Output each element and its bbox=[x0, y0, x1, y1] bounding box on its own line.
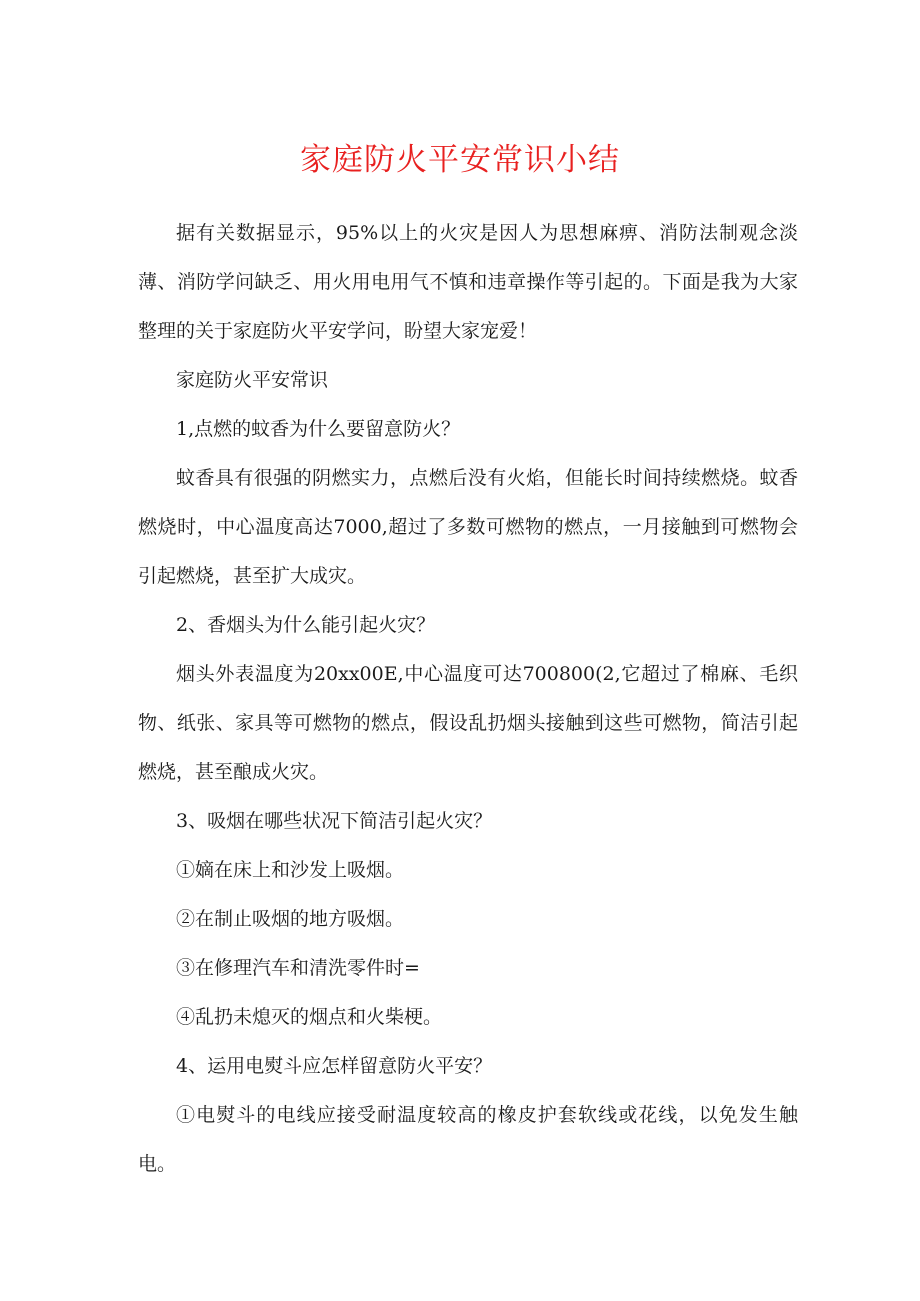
document-body bbox=[138, 209, 798, 1189]
section-heading: 家庭防火平安常识 bbox=[176, 369, 329, 391]
list-item-3-4: ④乱扔未熄灭的烟点和火柴梗。 bbox=[176, 1006, 443, 1028]
answer-1: 蚊香具有很强的阴燃实力，点燃后没有火焰，但能长时间持续燃烧。蚊香燃烧时，中心温度高达7000,超过了多数可燃物的燃点，一月接触到可燃物会引起燃烧，甚至扩大成灾。 bbox=[138, 467, 798, 587]
document-title: 家庭防火平安常识小结 bbox=[300, 142, 620, 178]
list-item-3-1: ①嫡在床上和沙发上吸烟。 bbox=[176, 859, 405, 881]
question-1: 1,点燃的蚊香为什么要留意防火？ bbox=[176, 418, 461, 440]
list-item-3-2: ②在制止吸烟的地方吸烟。 bbox=[176, 908, 405, 930]
list-item-4-1: ①电熨斗的电线应接受耐温度较高的橡皮护套软线或花线，以免发生触电。 bbox=[138, 1104, 798, 1175]
paragraph-intro: 据有关数据显示，95%以上的火灾是因人为思想麻痹、消防法制观念淡薄、消防学问缺乏、用火用电用气不慎和违章操作等引起的。下面是我为大家整理的关于家庭防火平安学问，盼望大家宠爱！ bbox=[138, 222, 798, 342]
question-4: 4、运用电熨斗应怎样留意防火平安？ bbox=[176, 1055, 493, 1077]
list-item-3-3: ③在修理汽车和清洗零件时= bbox=[176, 957, 420, 979]
answer-2: 烟头外表温度为20xx00E,中心温度可达700800(2,它超过了棉麻、毛织物、纸张、家具等可燃物的燃点，假设乱扔烟头接触到这些可燃物，简洁引起燃烧，甚至酿成火灾。 bbox=[138, 663, 798, 783]
question-2: 2、香烟头为什么能引起火灾？ bbox=[176, 614, 436, 636]
question-3: 3、吸烟在哪些状况下简洁引起火灾？ bbox=[176, 810, 493, 832]
